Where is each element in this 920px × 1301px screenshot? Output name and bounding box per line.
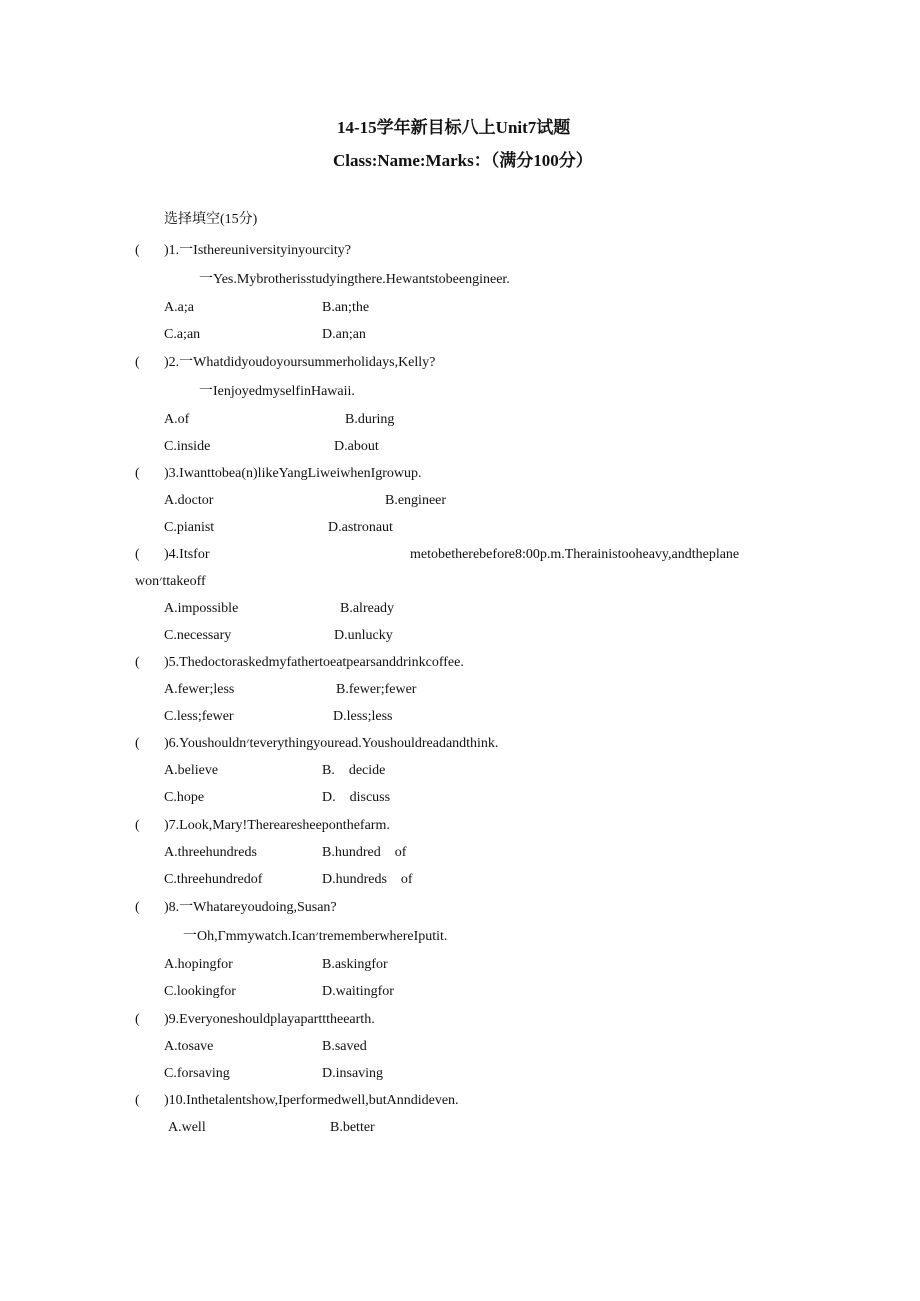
option-c[interactable]: C.pianist [164, 520, 215, 535]
question-stem: )10.Inthetalentshow,Iperformedwell,butAnndideven. [164, 1093, 459, 1108]
option-b[interactable]: B.an;the [322, 300, 370, 315]
page-subtitle: Class:Name:Marks：（满分100分） [333, 151, 593, 170]
question-stem: )7.Look,Mary!Therearesheeponthefarm. [164, 818, 390, 833]
answer-blank[interactable]: ( [135, 243, 140, 258]
question-stem: )6.Youshouldn׳teverythingyouread.Youshouldreadandthink. [164, 736, 499, 751]
option-c[interactable]: C.inside [164, 439, 211, 454]
question-stem: )3.Iwanttobea(n)likeYangLiweiwhenIgrowup. [164, 466, 422, 481]
answer-blank[interactable]: ( [135, 1012, 140, 1027]
option-b[interactable]: B. decide [322, 763, 386, 778]
option-b[interactable]: B.fewer;fewer [336, 682, 417, 697]
option-a[interactable]: A.well [168, 1120, 206, 1135]
option-b[interactable]: B.better [330, 1120, 375, 1135]
answer-blank[interactable]: ( [135, 900, 140, 915]
option-d[interactable]: D.waitingfor [322, 984, 394, 999]
question-stem: )5.Thedoctoraskedmyfathertoeatpearsanddrinkcoffee. [164, 655, 464, 670]
option-a[interactable]: A.tosave [164, 1039, 214, 1054]
option-a[interactable]: A.fewer;less [164, 682, 235, 697]
option-d[interactable]: D.hundreds of [322, 872, 413, 887]
option-b[interactable]: B.during [345, 412, 395, 427]
question-reply: 一Yes.Mybrotherisstudyingthere.Hewantstobeengineer. [199, 272, 510, 287]
option-d[interactable]: D.an;an [322, 327, 366, 342]
question-reply: 一IenjoyedmyselfinHawaii. [199, 384, 355, 399]
option-c[interactable]: C.forsaving [164, 1066, 230, 1081]
option-a[interactable]: A.believe [164, 763, 219, 778]
option-a[interactable]: A.hopingfor [164, 957, 233, 972]
option-d[interactable]: D.less;less [333, 709, 393, 724]
option-a[interactable]: A.doctor [164, 493, 214, 508]
answer-blank[interactable]: ( [135, 355, 140, 370]
option-b[interactable]: B.askingfor [322, 957, 388, 972]
question-stem: )9.Everyoneshouldplayapartttheearth. [164, 1012, 375, 1027]
answer-blank[interactable]: ( [135, 655, 140, 670]
option-d[interactable]: D. discuss [322, 790, 391, 805]
option-c[interactable]: C.hope [164, 790, 205, 805]
question-stem: )1.一Isthereuniversityinyourcity? [164, 243, 352, 258]
section-heading: 选择填空(15分) [164, 212, 258, 227]
option-d[interactable]: D.astronaut [328, 520, 393, 535]
option-b[interactable]: B.engineer [385, 493, 447, 508]
question-stem-continued: won׳ttakeoff [135, 574, 206, 589]
option-a[interactable]: A.of [164, 412, 190, 427]
answer-blank[interactable]: ( [135, 547, 140, 562]
option-b[interactable]: B.already [340, 601, 395, 616]
question-stem: )8.一Whatareyoudoing,Susan? [164, 900, 337, 915]
question-stem: )4.Itsfor [164, 547, 210, 562]
option-d[interactable]: D.unlucky [334, 628, 393, 643]
option-c[interactable]: C.less;fewer [164, 709, 234, 724]
option-d[interactable]: D.about [334, 439, 379, 454]
question-stem-tail: metobetherebefore8:00p.m.Therainistooheavy,andtheplane [410, 547, 740, 562]
option-a[interactable]: A.a;a [164, 300, 194, 315]
option-a[interactable]: A.threehundreds [164, 845, 257, 860]
question-reply: 一Oh,Γmmywatch.Ican׳trememberwhereIputit. [183, 929, 448, 944]
answer-blank[interactable]: ( [135, 736, 140, 751]
answer-blank[interactable]: ( [135, 466, 140, 481]
option-c[interactable]: C.a;an [164, 327, 201, 342]
option-c[interactable]: C.necessary [164, 628, 232, 643]
option-b[interactable]: B.hundred of [322, 845, 407, 860]
page-title: 14-15学年新目标八上Unit7试题 [337, 118, 571, 137]
answer-blank[interactable]: ( [135, 1093, 140, 1108]
option-c[interactable]: C.lookingfor [164, 984, 236, 999]
option-b[interactable]: B.saved [322, 1039, 367, 1054]
option-c[interactable]: C.threehundredof [164, 872, 263, 887]
option-a[interactable]: A.impossible [164, 601, 239, 616]
option-d[interactable]: D.insaving [322, 1066, 384, 1081]
answer-blank[interactable]: ( [135, 818, 140, 833]
question-stem: )2.一Whatdidyoudoyoursummerholidays,Kelly? [164, 355, 436, 370]
